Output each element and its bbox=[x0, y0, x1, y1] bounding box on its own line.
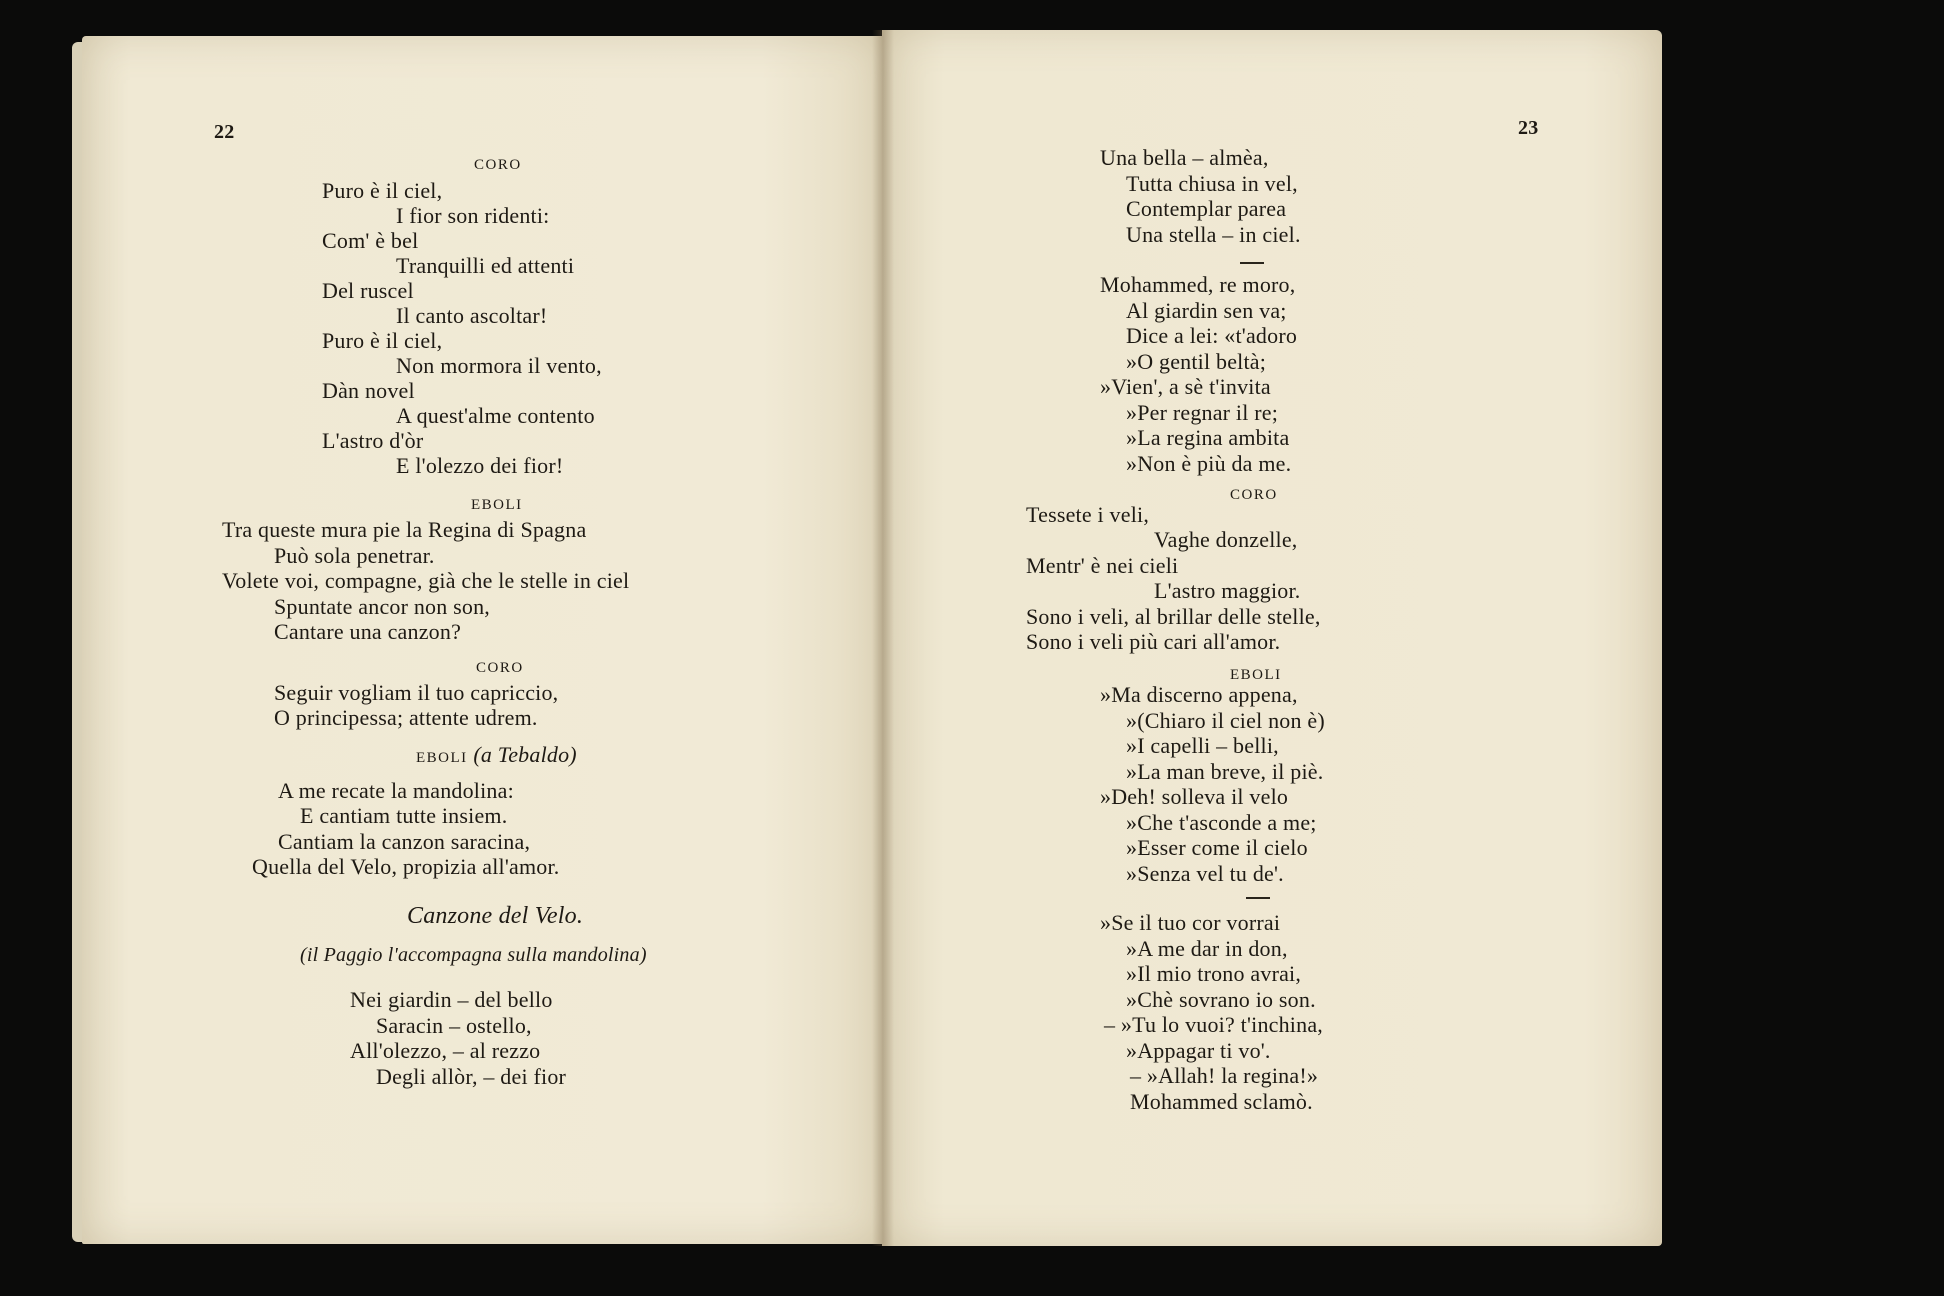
verse-line: A me recate la mandolina: bbox=[278, 778, 514, 803]
verse-line: Com' è bel bbox=[322, 228, 419, 253]
verse-line: »A me dar in don, bbox=[1126, 936, 1288, 961]
verse-line: – »Allah! la regina!» bbox=[1130, 1063, 1319, 1088]
speaker-heading-eboli: EBOLI bbox=[471, 497, 523, 513]
verse-line: »Senza vel tu de'. bbox=[1126, 861, 1284, 886]
verse-line: Cantiam la canzon saracina, bbox=[278, 829, 531, 854]
verse-line: Sono i veli, al brillar delle stelle, bbox=[1026, 604, 1321, 629]
verse-line: Una stella – in ciel. bbox=[1126, 222, 1301, 247]
book-gutter bbox=[872, 30, 894, 1246]
verse-line: Il canto ascoltar! bbox=[396, 303, 548, 328]
page-number-left: 22 bbox=[214, 121, 235, 143]
speaker-name: EBOLI bbox=[416, 750, 468, 766]
verse-line: Dice a lei: «t'adoro bbox=[1126, 323, 1298, 348]
verse-line: Puro è il ciel, bbox=[322, 178, 443, 203]
stage-direction: (a Tebaldo) bbox=[473, 742, 577, 767]
verse-line: All'olezzo, – al rezzo bbox=[350, 1038, 541, 1063]
page-number-right: 23 bbox=[1518, 117, 1539, 139]
verse-line: E l'olezzo dei fior! bbox=[396, 453, 564, 478]
verse-line: »I capelli – belli, bbox=[1126, 733, 1279, 758]
verse-line: Non mormora il vento, bbox=[396, 353, 602, 378]
verse-line: »Se il tuo cor vorrai bbox=[1100, 910, 1281, 935]
verse-line: Dàn novel bbox=[322, 378, 415, 403]
verse-line: »Che t'asconde a me; bbox=[1126, 810, 1317, 835]
song-title: Canzone del Velo. bbox=[407, 903, 584, 929]
verse-line: Cantare una canzon? bbox=[274, 619, 462, 644]
verse-line: Tranquilli ed attenti bbox=[396, 253, 575, 278]
speaker-heading-coro: CORO bbox=[474, 157, 522, 173]
verse-line: – »Tu lo vuoi? t'inchina, bbox=[1104, 1012, 1323, 1037]
verse-line: Nei giardin – del bello bbox=[350, 987, 553, 1012]
stanza-divider bbox=[1240, 262, 1264, 264]
speaker-heading-eboli bbox=[416, 742, 577, 771]
verse-line: »La man breve, il piè. bbox=[1126, 759, 1324, 784]
verse-line: Tessete i veli, bbox=[1026, 502, 1150, 527]
verse-line: A quest'alme contento bbox=[396, 403, 595, 428]
verse-line: »Chè sovrano io son. bbox=[1126, 987, 1316, 1012]
verse-line: Può sola penetrar. bbox=[274, 543, 435, 568]
verse-line: Tra queste mura pie la Regina di Spagna bbox=[222, 517, 587, 542]
verse-line: L'astro maggior. bbox=[1154, 578, 1301, 603]
verse-line: »Appagar ti vo'. bbox=[1126, 1038, 1271, 1063]
verse-line: Al giardin sen va; bbox=[1126, 298, 1287, 323]
verse-line: Volete voi, compagne, già che le stelle in ciel bbox=[222, 568, 630, 593]
verse-line: »Esser come il cielo bbox=[1126, 835, 1308, 860]
verse-line: Degli allòr, – dei fior bbox=[376, 1064, 567, 1089]
verse-line: Una bella – almèa, bbox=[1100, 145, 1269, 170]
speaker-heading-coro: CORO bbox=[476, 660, 524, 676]
verse-line: Mentr' è nei cieli bbox=[1026, 553, 1179, 578]
verse-line: »Deh! solleva il velo bbox=[1100, 784, 1289, 809]
verse-line: »Non è più da me. bbox=[1126, 451, 1292, 476]
verse-line: »(Chiaro il ciel non è) bbox=[1126, 708, 1325, 733]
verse-line: Seguir vogliam il tuo capriccio, bbox=[274, 680, 559, 705]
verse-line: O principessa; attente udrem. bbox=[274, 705, 538, 730]
verse-line: »Vien', a sè t'invita bbox=[1100, 374, 1271, 399]
speaker-heading-coro: CORO bbox=[1230, 487, 1278, 503]
verse-line: Del ruscel bbox=[322, 278, 414, 303]
verse-line: »O gentil beltà; bbox=[1126, 349, 1267, 374]
verse-line: Sono i veli più cari all'amor. bbox=[1026, 629, 1281, 654]
verse-line: L'astro d'òr bbox=[322, 428, 424, 453]
verse-line: »Per regnar il re; bbox=[1126, 400, 1279, 425]
verse-line: E cantiam tutte insiem. bbox=[300, 803, 508, 828]
verse-line: »Ma discerno appena, bbox=[1100, 682, 1298, 707]
stage-direction: (il Paggio l'accompagna sulla mandolina) bbox=[300, 944, 647, 966]
verse-line: Vaghe donzelle, bbox=[1154, 527, 1298, 552]
verse-line: Mohammed, re moro, bbox=[1100, 272, 1296, 297]
speaker-heading-eboli: EBOLI bbox=[1230, 667, 1282, 683]
verse-line: »Il mio trono avrai, bbox=[1126, 961, 1302, 986]
verse-line: Quella del Velo, propizia all'amor. bbox=[252, 854, 560, 879]
stanza-divider bbox=[1246, 897, 1270, 899]
verse-line: Saracin – ostello, bbox=[376, 1013, 532, 1038]
verse-line: Spuntate ancor non son, bbox=[274, 594, 491, 619]
verse-line: Puro è il ciel, bbox=[322, 328, 443, 353]
verse-line: Tutta chiusa in vel, bbox=[1126, 171, 1298, 196]
verse-line: I fior son ridenti: bbox=[396, 203, 550, 228]
verse-line: Contemplar parea bbox=[1126, 196, 1287, 221]
verse-line: »La regina ambita bbox=[1126, 425, 1290, 450]
verse-line: Mohammed sclamò. bbox=[1130, 1089, 1313, 1114]
